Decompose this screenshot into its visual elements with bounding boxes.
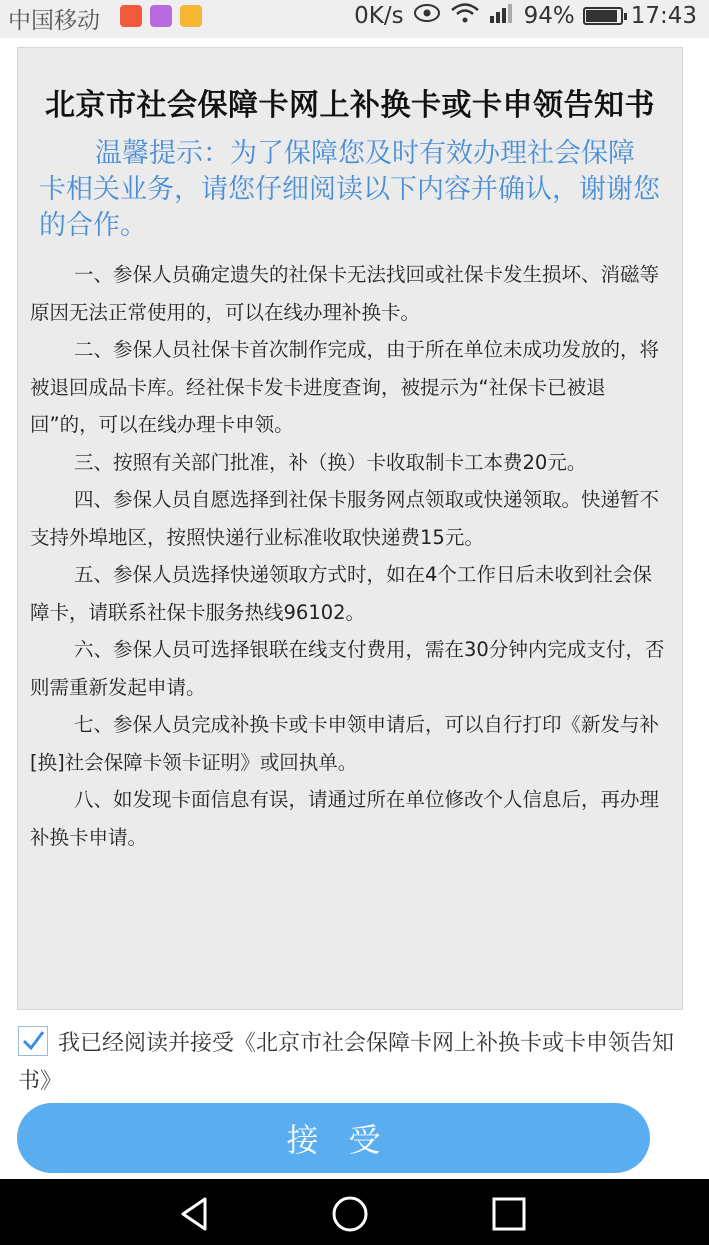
notice-item: 一、参保人员确定遗失的社保卡无法找回或社保卡发生损坏、消磁等原因无法正常使用的，可以在线办理补换卡。 [30,263,660,324]
home-icon[interactable] [330,1194,370,1234]
notice-title: 北京市社会保障卡网上补换卡或卡申领告知书 [45,88,655,123]
accept-button[interactable]: 接受 [17,1103,650,1173]
eye-comfort-icon [412,2,442,30]
notice-item: 二、参保人员社保卡首次制作完成，由于所在单位未成功发放的，将被退回成品卡库。经社保卡发卡进度查询，被提示为“社保卡已被退回”的，可以在线办理卡申领。 [30,338,660,436]
battery-level: 94% [523,3,575,29]
system-nav-bar [0,1179,709,1245]
clock: 17:43 [630,3,697,29]
notification-icons [120,5,202,27]
wifi-icon [450,2,480,30]
back-icon[interactable] [174,1194,214,1234]
network-speed: 0K/s [354,3,404,29]
agreement-label[interactable]: 我已经阅读并接受《北京市社会保障卡网上补换卡或卡申领告知书》 [18,1031,675,1094]
checkmark-icon [21,1027,45,1053]
notice-item: 八、如发现卡面信息有误，请通过所在单位修改个人信息后，再办理补换卡申请。 [30,788,660,849]
notice-item: 五、参保人员选择快递领取方式时，如在4个工作日后未收到社会保障卡，请联系社保卡服务热线96102。 [30,563,652,624]
carrier-name: 中国移动 [8,8,100,34]
notice-item: 六、参保人员可选择银联在线支付费用，需在30分钟内完成支付，否则需重新发起申请。 [30,638,665,699]
notice-item: 三、按照有关部门批准，补（换）卡收取制卡工本费20元。 [74,450,587,474]
message-notification-icon [180,5,202,27]
signal-icon [488,2,516,30]
mail-notification-icon [120,5,142,27]
status-bar [0,0,709,38]
agreement-row[interactable] [18,1025,678,1101]
notice-panel[interactable] [17,47,683,1010]
notice-item: 四、参保人员自愿选择到社保卡服务网点领取或快递领取。快递暂不支持外埠地区，按照快递行业标准收取快递费15元。 [30,488,660,549]
battery-icon [583,7,623,25]
app-notification-icon [150,5,172,27]
notice-items [30,256,670,856]
warm-tip: 温馨提示：为了保障您及时有效办理社会保障卡相关业务，请您仔细阅读以下内容并确认，谢谢您的合作。 [39,138,660,241]
notice-item: 七、参保人员完成补换卡或卡申领申请后，可以自行打印《新发与补[换]社会保障卡领卡证明》或回执单。 [30,713,660,774]
agree-checkbox[interactable] [18,1026,48,1056]
recents-icon[interactable] [489,1194,529,1234]
